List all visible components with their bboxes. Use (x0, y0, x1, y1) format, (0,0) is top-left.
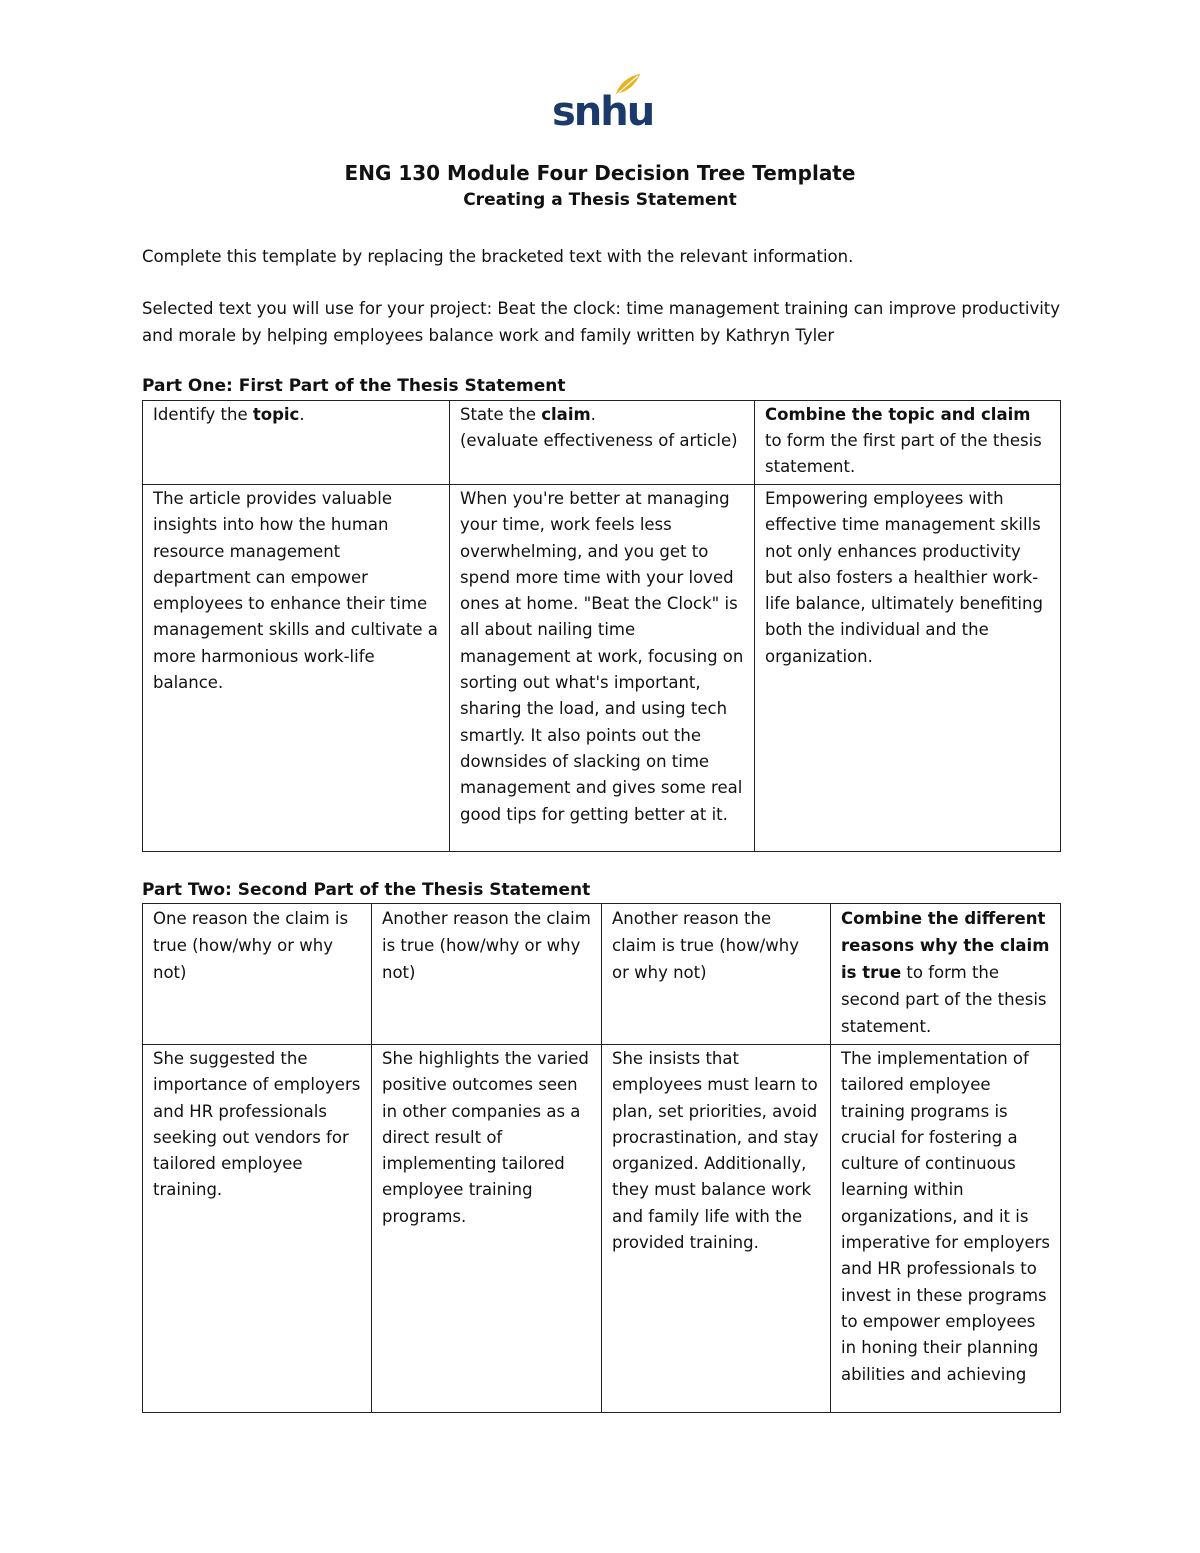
reason-two-cell: She highlights the varied positive outcomes seen in other companies as a direct result of implementing tailored employee training programs. (372, 1045, 602, 1413)
logo-wordmark: snhu (552, 89, 654, 135)
header-bold-text: claim (541, 405, 591, 424)
table-header-row (143, 904, 1061, 1045)
table-header-row (143, 401, 1061, 485)
claim-header (450, 401, 755, 485)
header-bold-text: topic (252, 405, 300, 424)
combine-reasons-header (831, 904, 1061, 1045)
part-one-heading: Part One: First Part of the Thesis Statement (142, 376, 566, 396)
document-subtitle: Creating a Thesis Statement (463, 190, 737, 210)
table-row (143, 485, 1061, 852)
reason-three-cell: She insists that employees must learn to plan, set priorities, avoid procrastination, and stay organized. Additionally, they must balance work and family life with the provided training. (602, 1045, 831, 1413)
header-text: State the (460, 405, 542, 424)
header-bold-text: Combine the different reasons why the claim is true (841, 909, 1050, 982)
instructions-text: Complete this template by replacing the bracketed text with the relevant information. (142, 247, 854, 266)
selected-text-line: Selected text you will use for your project: Beat the clock: time management training can improve productivity and morale by helping employees balance work and family written by Kathryn Tyler (142, 299, 1061, 345)
snhu-logo (552, 72, 654, 135)
topic-cell: The article provides valuable insights into how the human resource management department can empower employees to enhance their time management skills and cultivate a more harmonious work-life balance. (143, 485, 450, 852)
combine-header (755, 401, 1061, 485)
table-row (143, 1045, 1061, 1413)
reason-one-header: One reason the claim is true (how/why or why not) (143, 904, 372, 1045)
reason-three-header: Another reason the claim is true (how/why or why not) (602, 904, 831, 1045)
header-text: to form the first part of the thesis statement. (765, 431, 1042, 476)
header-text: . (299, 405, 305, 424)
document-title: ENG 130 Module Four Decision Tree Template (344, 161, 856, 185)
topic-header (143, 401, 450, 485)
reason-one-cell: She suggested the importance of employers and HR professionals seeking out vendors for tailored employee training. (143, 1045, 372, 1413)
header-text: Identify the (153, 405, 253, 424)
reason-two-header: Another reason the claim is true (how/why or why not) (372, 904, 602, 1045)
claim-cell: When you're better at managing your time, work feels less overwhelming, and you get to spend more time with your loved ones at home. "Beat the Clock" is all about nailing time management at work, focusing on sorting out what's important, sharing the load, and using tech smartly. It also points out the downsides of slacking on time management and gives some real good tips for getting better at it. (450, 485, 755, 852)
part-two-table (142, 903, 1061, 1413)
thesis-part-two-cell: The implementation of tailored employee training programs is crucial for fostering a culture of continuous learning within organizations, and it is imperative for employers and HR professionals to invest in these programs to empower employees in honing their planning abilities and achieving (831, 1045, 1061, 1413)
part-two-heading: Part Two: Second Part of the Thesis Statement (142, 880, 591, 900)
part-one-table (142, 400, 1061, 852)
header-bold-text: Combine the topic and claim (765, 405, 1031, 424)
header-text: to form the second part of the thesis statement. (841, 963, 1047, 1036)
header-text: . (evaluate effectiveness of article) (460, 405, 738, 450)
thesis-part-one-cell: Empowering employees with effective time management skills not only enhances productivity but also fosters a healthier work-life balance, ultimately benefiting both the individual and the organization. (755, 485, 1061, 852)
